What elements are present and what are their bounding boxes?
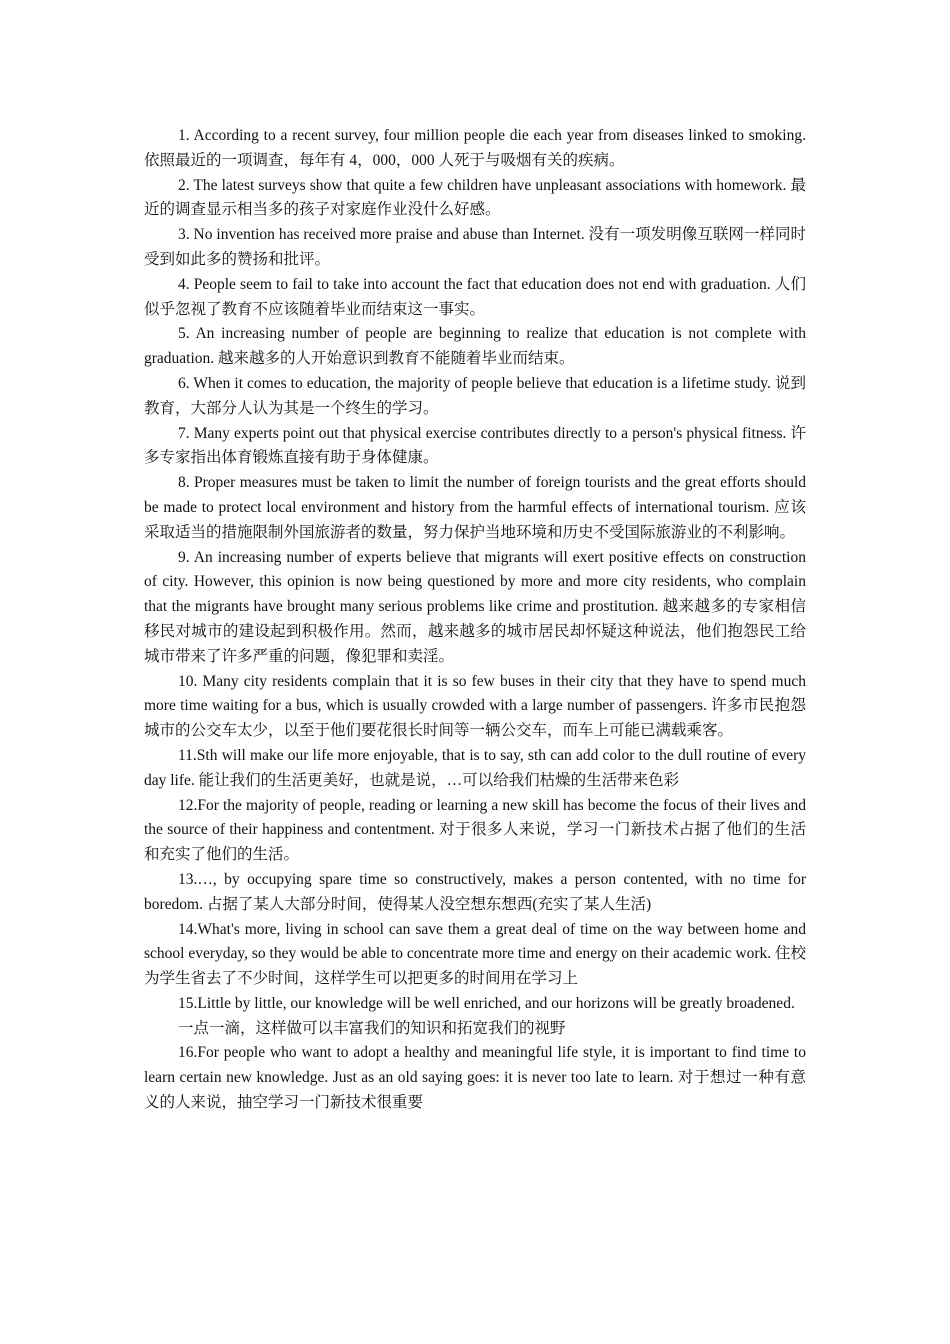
sentence-paragraph-8: 8. Proper measures must be taken to limit the number of foreign tourists and the great efforts should be made to protect local environment and history from the harmful effects of international tourism. 应该采取适当的措施限制外国旅游者的数量，努力保护当地环境和历史不受国际旅游业的不利影响。	[144, 474, 806, 541]
sentence-paragraph-7: 7. Many experts point out that physical exercise contributes directly to a person's physical fitness. 许多专家指出体育锻炼直接有助于身体健康。	[144, 424, 806, 467]
sentence-paragraph-16: 16.For people who want to adopt a healthy and meaningful life style, it is important to find time to learn certain new knowledge. Just as an old saying goes: it is never too late to learn. 对于想过一种有意义的人来说，抽空学习一门新技术很重要	[144, 1044, 806, 1112]
sentence-paragraph-12: 12.For the majority of people, reading or learning a new skill has become the focus of their lives and the source of their happiness and contentment. 对于很多人来说，学习一门新技术占据了他们的生活和充实了他们的生活。	[144, 796, 806, 864]
sentence-paragraph-15-translation: 一点一滴，这样做可以丰富我们的知识和拓宽我们的视野	[178, 1019, 566, 1037]
sentence-paragraph-9: 9. An increasing number of experts believe that migrants will exert positive effects on construction of city. However, this opinion is now being questioned by more and more city residents, who complain that the migrants have brought many serious problems like crime and prostitution. 越来越多的专家相信移民对城市的建设起到积极作用。然而，越来越多的城市居民却怀疑这种说法，他们抱怨民工给城市带来了许多严重的问题，像犯罪和卖淫。	[144, 548, 806, 665]
sentence-paragraph-6: 6. When it comes to education, the majority of people believe that education is a lifetime study. 说到教育，大部分人认为其是一个终生的学习。	[144, 374, 806, 417]
sentence-paragraph-5: 5. An increasing number of people are beginning to realize that education is not complete with graduation. 越来越多的人开始意识到教育不能随着毕业而结束。	[144, 325, 806, 368]
sentence-paragraph-2: 2. The latest surveys show that quite a few children have unpleasant associations with homework. 最近的调查显示相当多的孩子对家庭作业没什么好感。	[144, 176, 806, 219]
document-body	[144, 124, 806, 1116]
sentence-paragraph-10: 10. Many city residents complain that it is so few buses in their city that they have to spend much more time waiting for a bus, which is usually crowded with a large number of passengers. 许多市民抱怨城市的公交车太少，以至于他们要花很长时间等一辆公交车，而车上可能已满载乘客。	[144, 672, 806, 740]
sentence-paragraph-13: 13.…, by occupying spare time so constructively, makes a person contented, with no time for boredom. 占据了某人大部分时间，使得某人没空想东想西(充实了某人生活)	[144, 870, 806, 913]
sentence-paragraph-1: 1. According to a recent survey, four million people die each year from diseases linked to smoking. 依照最近的一项调查，每年有 4，000，000 人死于与吸烟有关的疾病。	[144, 127, 806, 169]
sentence-paragraph-3: 3. No invention has received more praise and abuse than Internet. 没有一项发明像互联网一样同时受到如此多的赞扬和批评。	[144, 226, 806, 268]
sentence-paragraph-15: 15.Little by little, our knowledge will be well enriched, and our horizons will be greatly broadened.	[178, 994, 795, 1012]
sentence-paragraph-4: 4. People seem to fail to take into account the fact that education does not end with graduation. 人们似乎忽视了教育不应该随着毕业而结束这一事实。	[144, 275, 806, 318]
sentence-paragraph-11: 11.Sth will make our life more enjoyable, that is to say, sth can add color to the dull routine of every day life. 能让我们的生活更美好，也就是说，…可以给我们枯燥的生活带来色彩	[144, 746, 806, 789]
sentence-paragraph-14: 14.What's more, living in school can save them a great deal of time on the way between home and school everyday, so they would be able to concentrate more time and energy on their academic work. 住校为学生省去了不少时间，这样学生可以把更多的时间用在学习上	[144, 920, 806, 988]
